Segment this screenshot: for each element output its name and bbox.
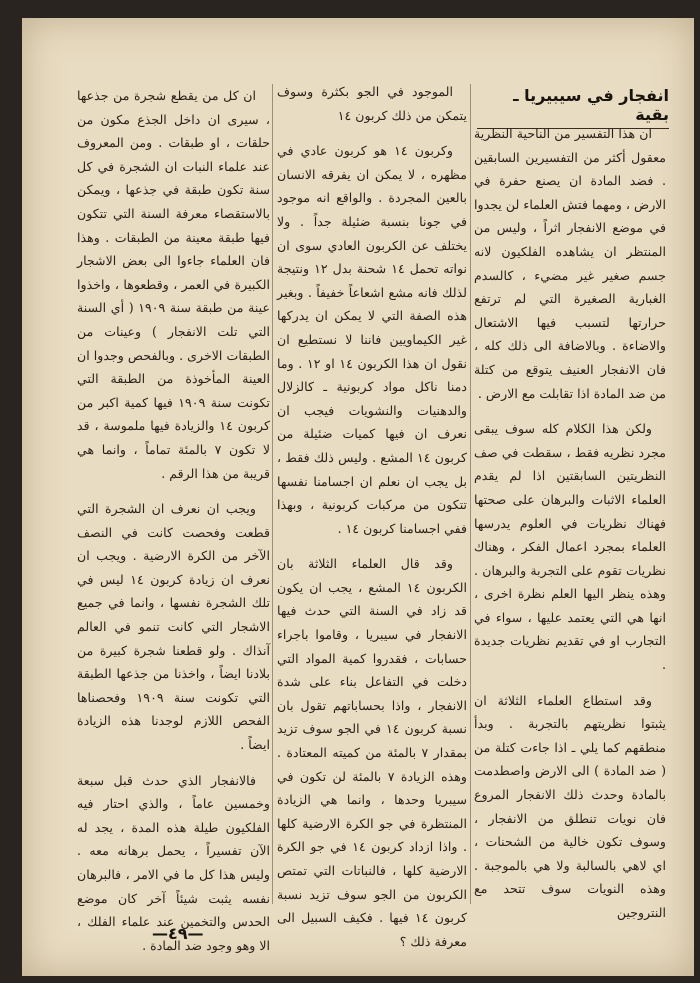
- paragraph: فالانفجار الذي حدث قبل سبعة وخمسين عاماً ، والذي احتار فيه الفلكيون طيلة هذه المدة ، يجد له الآن تفسيراً ، يحمل برهانه معه . وليس هذا كل ما في الامر ، فالبرهان نفسه يثبت شيئاً آخر كان موضع الحدس والتخمين عند علماء الفلك ، الا وهو وجود ضد المادة .: [77, 772, 270, 953]
- paragraph: ويجب ان نعرف ان الشجرة التي قطعت وفحصت كانت في النصف الآخر من الكرة الارضية . ويجب ان نعرف ان زيادة كربون ١٤ ليس في تلك الشجرة نفسها ، وانما في جميع الاشجار التي كانت تنمو في العالم آنذاك . ولو قطعنا شجرة كبيرة من بلادنا ايضاً ، واخذنا من جذعها الطبقة التي تكونت سنة ١٩٠٩ وفحصناها الفحص اللازم لوجدنا هذه الزيادة ايضاً .: [77, 501, 271, 753]
- paragraph: ولكن هذا الكلام كله سوف يبقى مجرد نظريه فقط ، سقطت في صف النظريتين السابقتين اذا لم يقدم العلماء الاثبات والبرهان على صحتها فهناك نظريات في العلوم يدرسها العلماء بمجرد اعمال الفكر ، وهناك نظريات تقوم على التجربة والبرهان . وهذه ينظر اليها العلم نظرة اخرى ، انها هي التي يعتمد عليها ، سواء في التجارب او في تقديم نظريات جديدة .: [474, 421, 666, 673]
- paragraph: ان كل من يقطع شجرة من جذعها ، سيرى ان داخل الجذع مكون من حلقات ، او طبقات . ومن المعروف عند علماء النبات ان الشجرة في كل سنة تكون طبقة في جذعها ، ويمكن بالاستقصاء معرفة السنة التي تتكون فيها طبقة معينة من الطبقات . وهذا فان العلماء جاءوا الى بعض الاشجار الكبيرة في العمر ، وقطعوها ، واخذوا عينة من طبقة سنة ١٩٠٩ ( أي السنة التي تلت الانفجار ) وعينات من الطبقات الاخرى . وبالفحص وجدوا ان العينة المأخوذة من الطبقة التي تكونت سنة ١٩٠٩ فيها كمية اكبر من كربون ١٤ والزيادة فيها ملموسة ، قد لا تكون ٧ بالمئة تماماً ، وانما هي قريبة من هذا الرقم .: [77, 88, 271, 481]
- paragraph: وقد قال العلماء الثلاثة بان الكربون ١٤ المشع ، يجب ان يكون قد زاد في السنة التي حدث فيها الانفجار في سيبريا ، وقاموا باجراء حسابات ، فقدروا كمية المواد التي دخلت في التفاعل بناء على شدة الانفجار ، واذا بحساباتهم تقول بان نسبة كربون ١٤ في الجو سوف تزيد بمقدار ٧ بالمئة من كميته المعتادة . وهذه الزيادة ٧ بالمئة لن تكون في سيبريا وحدها ، وانما هي الزيادة المنتظرة في جو الكرة الارضية كلها . واذا ازداد كربون ١٤ في جو الكرة الارضية كلها ، فالنباتات التي تمتص الكربون من الجو سوف تزيد نسبة كربون ١٤ فيها . فكيف السبيل الى معرفة ذلك ؟: [277, 556, 467, 949]
- magazine-page: [22, 18, 694, 976]
- paragraph: وقد استطاع العلماء الثلاثة ان يثبتوا نظريتهم بالتجربة . وبدأ منطقهم كما يلي ـ اذا جاءت كتلة من ( ضد المادة ) الى الارض واصطدمت بالمادة وحدث ذلك الانفجار المروع فان نويات تنطلق من الانفجار ، وسوف تكون خالية من الشحنات ، اي لاهي بالسالبة ولا هي بالموجبة . وهذه النويات سوف تتحد مع النتروجين: [474, 692, 666, 920]
- column-right: [474, 122, 666, 937]
- column-divider: [272, 84, 273, 904]
- paragraph: الموجود في الجو بكثرة وسوف يتمكن من ذلك كربون ١٤: [277, 84, 467, 123]
- paragraph: وكربون ١٤ هو كربون عادي في مظهره ، لا يمكن ان يفرقه الانسان بالعين المجردة . والواقع انه موجود في جونا بنسبة ضئيلة جداً . ولا يختلف عن الكربون العادي سوى ان نواته تحمل ١٤ شحنة بدل ١٢ ونتيجة لذلك فانه مشع اشعاعاً خفيفاً . وبغير هذه الصفة التي لا يمكن ان يدركها غير الكيماويين فاننا لا نستطيع ان نقول ان هذا الكربون ١٤ او ١٢ . وما دمنا ناكل مواد كربونية ـ كالزلال والدهنيات والنشويات فيجب ان نعرف ان فيها كميات ضئيلة من كربون ١٤ المشع . وليس ذلك فقط ، بل يجب ان نعلم ان اجسامنا نفسها تتكون من مركبات كربونية ، وبهذا ففي اجسامنا كربون ١٤ .: [277, 143, 467, 536]
- article-heading: انفجار في سيبيريا ـ بقية: [477, 86, 669, 129]
- column-left: [77, 84, 270, 969]
- page-number: — ٤٩ —: [152, 924, 204, 943]
- column-divider: [470, 84, 471, 904]
- column-middle: [277, 80, 467, 965]
- paragraph: ان هذا التفسير من الناحية النظرية معقول أكثر من التفسيرين السابقين . فضد المادة ان يصنع حفرة في الارض ، ومهما فتش العلماء لن يجدوا في موضع الانفجار اثراً ، وليس من المنتظر ان يشاهده الفلكيون لانه جسم صغير غير مضيء ، كالسدم الغبارية الصغيرة التي لم ترتفع حرارتها لتسبب فيها الاشتعال والاضاءة . وبالاضافة الى ذلك كله ، فان الانفجار العنيف يتوقع من كتلة من ضد المادة اذا تقابلت مع الارض .: [474, 126, 666, 401]
